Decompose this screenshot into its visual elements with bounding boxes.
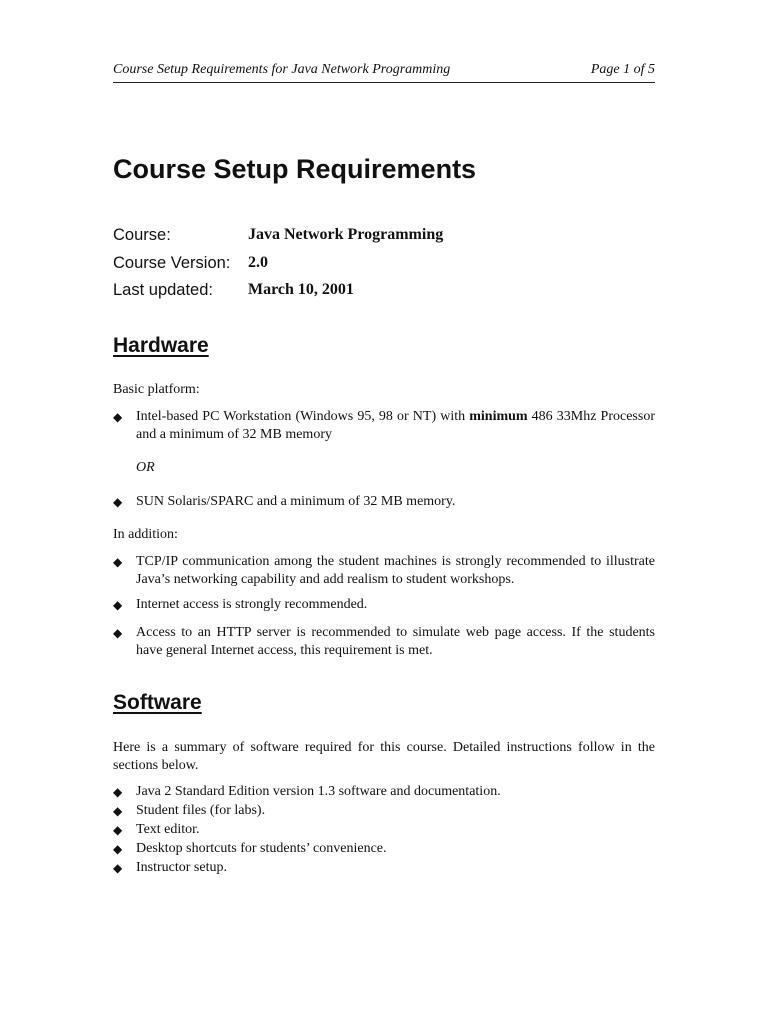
meta-label: Last updated: bbox=[113, 281, 213, 299]
bullet-text: SUN Solaris/SPARC and a minimum of 32 MB memory. bbox=[136, 494, 456, 509]
diamond-bullet-icon: ◆ bbox=[113, 598, 123, 612]
diamond-bullet-icon: ◆ bbox=[113, 410, 123, 424]
bullet-text: Text editor. bbox=[136, 822, 200, 837]
bullet-text-part: Intel-based PC Workstation (Windows 95, 98 or NT) with bbox=[136, 409, 470, 424]
meta-value: 2.0 bbox=[248, 253, 268, 271]
or-separator: OR bbox=[136, 460, 155, 475]
diamond-bullet-icon: ◆ bbox=[113, 626, 123, 640]
diamond-bullet-icon: ◆ bbox=[113, 495, 123, 509]
diamond-bullet-icon: ◆ bbox=[113, 785, 123, 799]
bullet-text: TCP/IP communication among the student machines is strongly recommended to illustrate Java’s networking capability and add realism to student workshops. bbox=[136, 554, 655, 587]
meta-row-updated bbox=[113, 279, 655, 307]
meta-value: Java Network Programming bbox=[248, 226, 444, 243]
diamond-bullet-icon: ◆ bbox=[113, 804, 123, 818]
diamond-bullet-icon: ◆ bbox=[113, 861, 123, 875]
document-title: Course Setup Requirements bbox=[113, 154, 477, 184]
meta-row-version bbox=[113, 252, 655, 280]
bullet-text: Internet access is strongly recommended. bbox=[136, 597, 368, 612]
header-title: Course Setup Requirements for Java Network Programming bbox=[113, 62, 451, 77]
diamond-bullet-icon: ◆ bbox=[113, 842, 123, 856]
bullet-text-part: 486 33Mhz Processor and a minimum of 32 MB memory bbox=[136, 409, 655, 442]
hardware-intro: Basic platform: bbox=[113, 382, 200, 397]
hardware-heading: Hardware bbox=[113, 334, 209, 357]
meta-label: Course Version: bbox=[113, 253, 231, 272]
addition-intro: In addition: bbox=[113, 527, 178, 542]
bullet-text: Student files (for labs). bbox=[136, 803, 266, 818]
bullet-text: Java 2 Standard Edition version 1.3 software and documentation. bbox=[136, 784, 501, 799]
bullet-text: Instructor setup. bbox=[136, 860, 227, 875]
software-intro: Here is a summary of software required for this course. Detailed instructions follow in the sections below. bbox=[113, 740, 655, 773]
diamond-bullet-icon: ◆ bbox=[113, 823, 123, 837]
bullet-text: Desktop shortcuts for students’ convenience. bbox=[136, 841, 387, 856]
diamond-bullet-icon: ◆ bbox=[113, 555, 123, 569]
software-heading: Software bbox=[113, 691, 202, 714]
course-meta bbox=[113, 224, 655, 307]
meta-row-course bbox=[113, 224, 655, 252]
bullet-text: Access to an HTTP server is recommended to simulate web page access. If the students have general Internet access, this requirement is met. bbox=[136, 625, 655, 658]
emphasis-minimum: minimum bbox=[469, 409, 528, 424]
bullet-text bbox=[136, 408, 655, 444]
page-number: Page 1 of 5 bbox=[590, 62, 655, 77]
running-header bbox=[113, 62, 655, 83]
meta-value: March 10, 2001 bbox=[248, 281, 354, 298]
meta-label: Course: bbox=[113, 226, 171, 244]
